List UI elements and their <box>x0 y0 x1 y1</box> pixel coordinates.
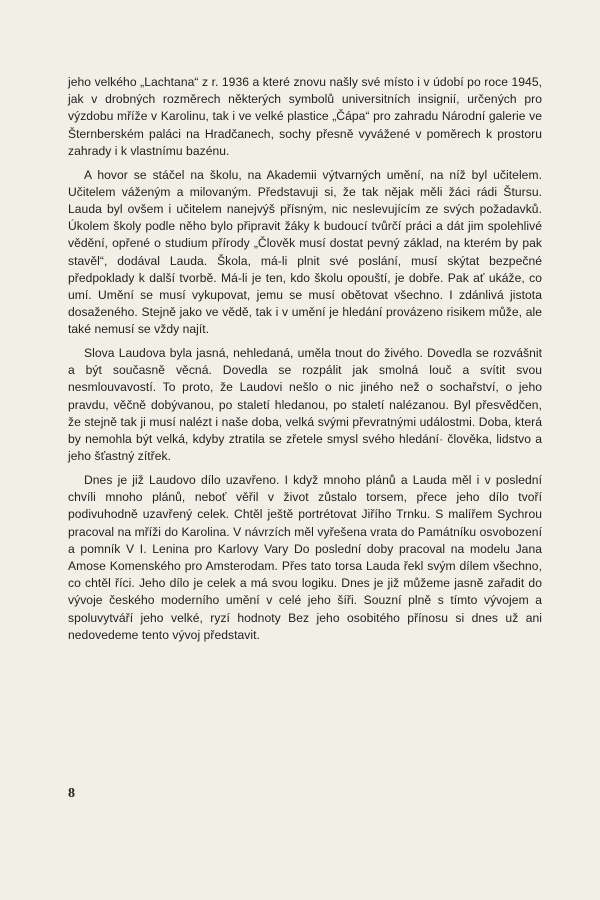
body-text <box>68 74 542 651</box>
paragraph-4: Dnes je již Laudovo dílo uzavřeno. I když mnoho plánů a Lauda měl i v poslední chvíli mnoho plánů, neboť věřil v život zůstalo torsem, přece jeho dílo tvoří podivuhodně uzavřený celek. Chtěl ještě portrétovat Jiřího Trnku. S malířem Sychrou pracoval na mříži do Karolina. V návrzích měl vyřešena vrata do Památníku osvobození a pomník V I. Lenina pro Karlovy Vary Do poslední doby pracoval na modelu Jana Amose Komenského pro Amsterodam. Přes tato torsa Lauda řekl svým dílem všechno, co chtěl říci. Jeho dílo je celek a má svou logiku. Dnes je již můžeme jasně zařadit do vývoje českého moderního umění v celé jeho šíři. Souzní plně s tímto vývojem a spoluvytváří jeho velké, ryzí hodnoty Bez jeho osobitého přínosu si dnes už ani nedovedeme tento vývoj představit. <box>68 472 542 642</box>
page-number: 8 <box>68 786 75 801</box>
paragraph-2: A hovor se stáčel na školu, na Akademii výtvarných umění, na níž byl učitelem. Učitelem váženým a milovaným. Představuji si, že tak nějak měli žáci rádi Štursu. Lauda byl ovšem i učitelem nanejvýš přísným, nic neslevujícím ze svých požadavků. Úkolem školy podle něho bylo připravit žáky k budoucí tvůrčí práci a dát jim spolehlivé vědění, opřené o studium přírody „Člověk musí dostat pevný základ, na kterém by pak stavěl“, dodával Lauda. Škola, má-li plnit své poslání, musí skýtat bezpečné předpoklady k další tvorbě. Má-li je ten, kdo školu opouští, je dobře. Pak ať ukáže, co umí. Umění se musí vykupovat, jemu se musí obětovat všechno. I zdánlivá jistota dosaženého. Stejně jako ve vědě, tak i v umění je hledání provázeno risikem může, ale také nemusí se vždy najít. <box>68 167 542 337</box>
paragraph-3: Slova Laudova byla jasná, nehledaná, uměla tnout do živého. Dovedla se rozvášnit a být současně věcná. Dovedla se rozpálit jak smolná louč a svítit svou nesmlouvavostí. To proto, že Laudovi nešlo o nic jiného než o sochařství, o jeho pravdu, věčně dobývanou, po staletí hledanou, po staletí nalézanou. Byl přesvědčen, že stejně tak ji musí nalézt i naše doba, velká svými převratnými událostmi. Doba, která by nemohla být velká, kdyby ztratila se zřetele smysl svého hledání· člověka, lidstvo a jeho šťastný zítřek. <box>68 346 542 464</box>
paragraph-1: jeho velkého „Lachtana“ z r. 1936 a které znovu našly své místo i v údobí po roce 1945, jak v drobných rozměrech některých symbolů universitních insignií, určených pro výzdobu mříže v Karolinu, tak i ve velké plastice „Čápa“ pro zahradu Národní galerie ve Šternberském paláci na Hradčanech, sochy přesně vyvážené v poměrech k prostoru zahrady i k vlastnímu bazénu. <box>68 75 542 158</box>
